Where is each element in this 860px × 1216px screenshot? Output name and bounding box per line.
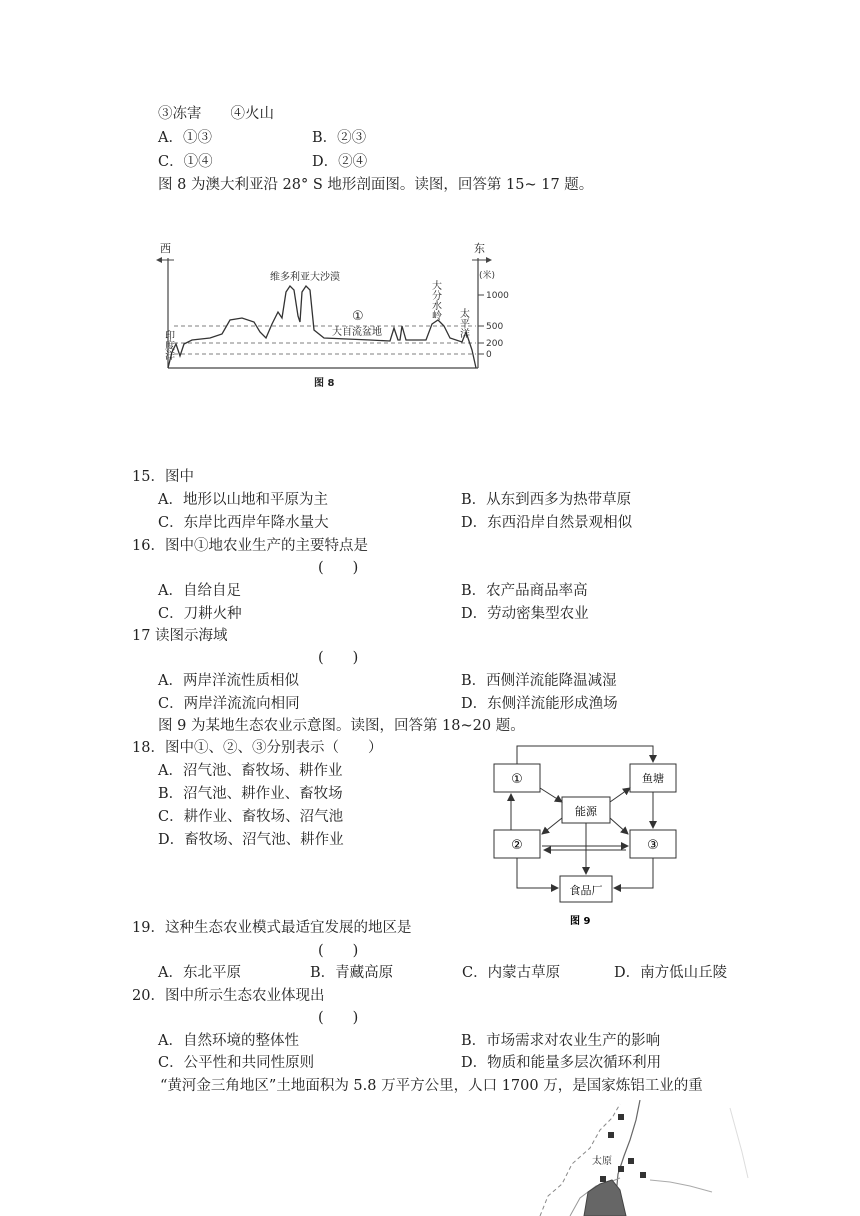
box-2-label: ② — [511, 838, 523, 853]
q18-option-b: B．沼气池、耕作业、畜牧场 — [158, 786, 343, 802]
option-line-3-4: ③冻害 ④火山 — [158, 106, 274, 122]
tick-200: 200 — [486, 339, 504, 349]
last-paragraph: “黄河金三角地区”土地面积为 5.8 万平方公里，人口 1700 万，是国家炼铝工业的重 — [160, 1078, 703, 1094]
q20-option-a: A．自然环境的整体性 — [158, 1033, 299, 1049]
q16-option-a: A．自给自足 — [158, 583, 241, 599]
q19-answer-paren: ( ) — [318, 943, 359, 959]
q20-option-c: C．公平性和共同性原则 — [158, 1055, 315, 1071]
q20-option-b: B．市场需求对农业生产的影响 — [461, 1033, 661, 1049]
q17-option-c: C．两岸洋流流向相同 — [158, 696, 300, 712]
intro-fig8: 图 8 为澳大利亚沿 28° S 地形剖面图。读图，回答第 15~ 17 题。 — [158, 177, 594, 193]
q19-option-d: D．南方低山丘陵 — [614, 965, 728, 981]
q15-option-b: B．从东到西多为热带草原 — [461, 492, 632, 508]
unit-label: (米) — [479, 271, 496, 281]
q20-option-d: D．物质和能量多层次循环利用 — [461, 1055, 662, 1071]
q19-option-c: C．内蒙古草原 — [462, 965, 561, 981]
q19-option-b: B．青藏高原 — [310, 965, 394, 981]
q15-option-c: C．东岸比西岸年降水量大 — [158, 515, 329, 531]
q17-answer-paren: ( ) — [318, 650, 359, 666]
q18-option-c: C．耕作业、畜牧场、沼气池 — [158, 809, 344, 825]
q18-stem: 18．图中①、②、③分别表示（ ） — [132, 740, 383, 756]
east-label: 东 — [474, 242, 485, 255]
q15-option-d: D．东西沿岸自然景观相似 — [461, 515, 633, 531]
q15-option-a: A．地形以山地和平原为主 — [158, 492, 328, 508]
west-label: 西 — [160, 242, 171, 255]
energy-label: 能源 — [575, 805, 597, 818]
option-a: A．①③ — [158, 130, 212, 146]
q20-answer-paren: ( ) — [318, 1010, 359, 1026]
q18-option-d: D．畜牧场、沼气池、耕作业 — [158, 832, 344, 848]
figure-8-profile — [150, 240, 520, 400]
tick-1000: 1000 — [486, 291, 509, 301]
q17-option-d: D．东侧洋流能形成渔场 — [461, 696, 618, 712]
basin-label: 大自流盆地 — [332, 327, 382, 338]
q17-option-b: B．西侧洋流能降温减湿 — [461, 673, 617, 689]
figure-8-caption: 图 8 — [314, 378, 335, 389]
box-3-label: ③ — [647, 838, 659, 853]
q19-option-a: A．东北平原 — [158, 965, 241, 981]
q16-option-c: C．刀耕火种 — [158, 606, 242, 622]
q17-stem: 17 读图示海域 — [132, 628, 228, 644]
q16-stem: 16．图中①地农业生产的主要特点是 — [132, 538, 368, 554]
figure-9-caption: 图 9 — [570, 916, 591, 927]
great-dividing-range-label: 大分水岭 — [429, 280, 441, 320]
fish-pond-label: 鱼塘 — [642, 772, 664, 785]
tick-500: 500 — [486, 322, 504, 332]
q20-stem: 20．图中所示生态农业体现出 — [132, 988, 325, 1004]
option-b: B．②③ — [312, 130, 367, 146]
option-d: D．②④ — [312, 154, 368, 170]
q19-stem: 19．这种生态农业模式最适宜发展的地区是 — [132, 920, 412, 936]
q18-option-a: A．沼气池、畜牧场、耕作业 — [158, 763, 343, 779]
tick-0: 0 — [486, 350, 492, 360]
figure-9-diagram — [486, 736, 686, 936]
partial-map — [500, 1100, 760, 1216]
q16-option-b: B．农产品商品率高 — [461, 583, 588, 599]
q16-answer-paren: ( ) — [318, 560, 359, 576]
box-1-label: ① — [511, 772, 523, 787]
food-factory-label: 食品厂 — [569, 884, 603, 897]
q17-option-a: A．两岸洋流性质相似 — [158, 673, 299, 689]
indian-ocean-label: 印度洋 — [162, 330, 174, 360]
marker-1: ① — [352, 309, 364, 324]
q16-option-d: D．劳动密集型农业 — [461, 606, 589, 622]
option-c: C．①④ — [158, 154, 213, 170]
q15-stem: 15．图中 — [132, 469, 194, 485]
map-city-taiyuan: 太原 — [592, 1156, 612, 1167]
pacific-label: 太平洋 — [457, 308, 469, 338]
desert-label: 维多利亚大沙漠 — [270, 272, 340, 283]
intro-fig9: 图 9 为某地生态农业示意图。读图，回答第 18~20 题。 — [158, 718, 525, 734]
